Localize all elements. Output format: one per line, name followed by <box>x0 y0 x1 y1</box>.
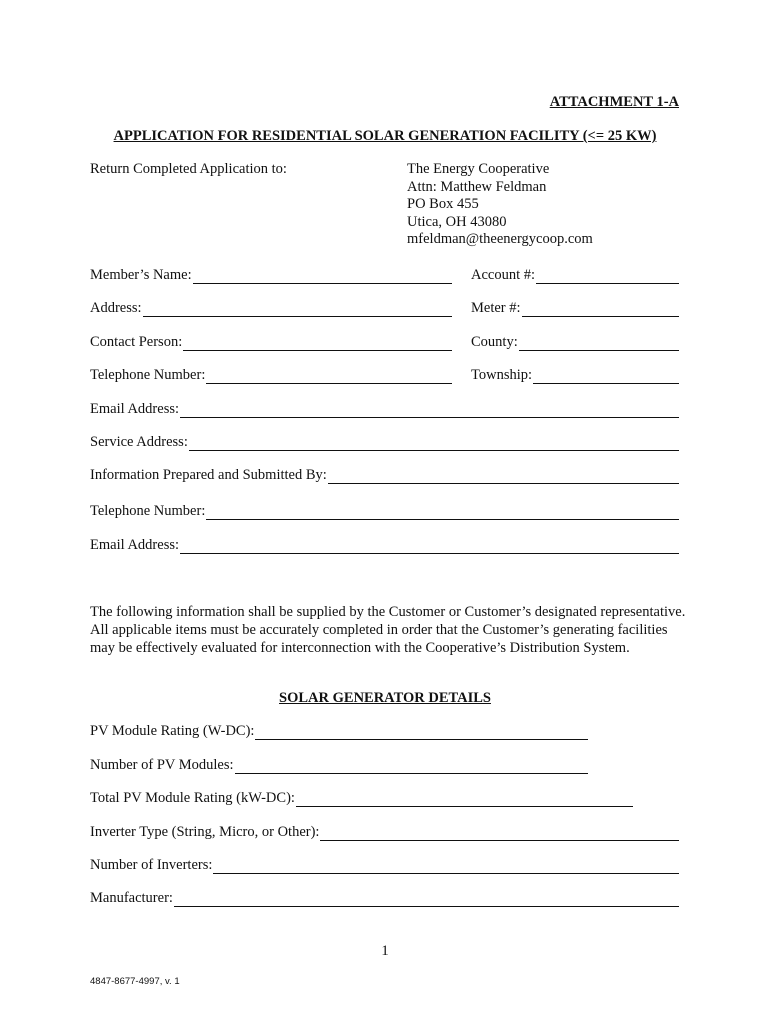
inverter-type-label: Inverter Type (String, Micro, or Other): <box>90 824 320 840</box>
service-address-field <box>90 433 679 451</box>
form-title: APPLICATION FOR RESIDENTIAL SOLAR GENERATION FACILITY (<= 25 KW) <box>113 128 657 144</box>
account-field <box>471 266 679 284</box>
meter-label: Meter #: <box>471 300 521 316</box>
manufacturer-label: Manufacturer: <box>90 890 173 906</box>
num-inverters-field <box>90 856 679 874</box>
telephone2-label: Telephone Number: <box>90 503 206 519</box>
inverter-type-field <box>90 823 679 841</box>
address-label: Address: <box>90 300 142 316</box>
account-input[interactable] <box>536 269 679 284</box>
telephone2-field <box>90 502 679 520</box>
members-name-label: Member’s Name: <box>90 267 192 283</box>
telephone-field <box>90 366 452 384</box>
address-line: PO Box 455 <box>407 196 479 213</box>
email2-field <box>90 536 679 554</box>
return-address <box>407 161 593 249</box>
page-number: 1 <box>381 943 389 959</box>
telephone-input[interactable] <box>206 369 452 384</box>
pv-rating-input[interactable] <box>255 725 588 740</box>
account-label: Account #: <box>471 267 536 283</box>
pv-rating-label: PV Module Rating (W-DC): <box>90 723 255 739</box>
contact-person-label: Contact Person: <box>90 334 183 350</box>
service-address-label: Service Address: <box>90 434 188 450</box>
total-rating-label: Total PV Module Rating (kW-DC): <box>90 790 295 806</box>
total-rating-input[interactable] <box>296 792 633 807</box>
email2-label: Email Address: <box>90 537 180 553</box>
township-input[interactable] <box>533 369 679 384</box>
prepared-by-field <box>90 466 679 484</box>
telephone2-input[interactable] <box>206 505 679 520</box>
num-inverters-input[interactable] <box>213 859 679 874</box>
county-field <box>471 333 679 351</box>
inverter-type-input[interactable] <box>320 826 679 841</box>
address-line: Attn: Matthew Feldman <box>407 178 547 195</box>
members-name-field <box>90 266 452 284</box>
contact-person-field <box>90 333 452 351</box>
meter-input[interactable] <box>522 302 679 317</box>
address-line: The Energy Cooperative <box>407 161 550 177</box>
attachment-label: ATTACHMENT 1-A <box>549 94 679 110</box>
county-label: County: <box>471 334 518 350</box>
email-label: Email Address: <box>90 401 180 417</box>
email2-input[interactable] <box>180 539 679 554</box>
township-label: Township: <box>471 367 533 383</box>
members-name-input[interactable] <box>193 269 452 284</box>
document-id: 4847-8677-4997, v. 1 <box>90 976 180 987</box>
address-email: mfeldman@theenergycoop.com <box>407 231 593 248</box>
contact-person-input[interactable] <box>183 336 452 351</box>
email-field <box>90 400 679 418</box>
address-field <box>90 299 452 317</box>
prepared-by-label: Information Prepared and Submitted By: <box>90 467 327 483</box>
address-line: Utica, OH 43080 <box>407 213 507 230</box>
return-label: Return Completed Application to: <box>90 161 287 177</box>
email-input[interactable] <box>180 403 679 418</box>
pv-rating-field <box>90 722 588 740</box>
total-rating-field <box>90 789 633 807</box>
address-input[interactable] <box>143 302 452 317</box>
num-modules-label: Number of PV Modules: <box>90 757 234 773</box>
num-modules-field <box>90 756 588 774</box>
manufacturer-field <box>90 889 679 907</box>
service-address-input[interactable] <box>189 436 679 451</box>
township-field <box>471 366 679 384</box>
instructions-paragraph: The following information shall be supplied by the Customer or Customer’s designated representative. All applicable items must be accurately completed in order that the Customer’s generating facilities may be effectively evaluated for interconnection with the Cooperative’s Distribution System. <box>90 604 686 656</box>
num-modules-input[interactable] <box>235 759 588 774</box>
telephone-label: Telephone Number: <box>90 367 206 383</box>
manufacturer-input[interactable] <box>174 892 679 907</box>
county-input[interactable] <box>519 336 679 351</box>
meter-field <box>471 299 679 317</box>
prepared-by-input[interactable] <box>328 469 679 484</box>
solar-section-heading: SOLAR GENERATOR DETAILS <box>279 690 491 706</box>
num-inverters-label: Number of Inverters: <box>90 857 213 873</box>
